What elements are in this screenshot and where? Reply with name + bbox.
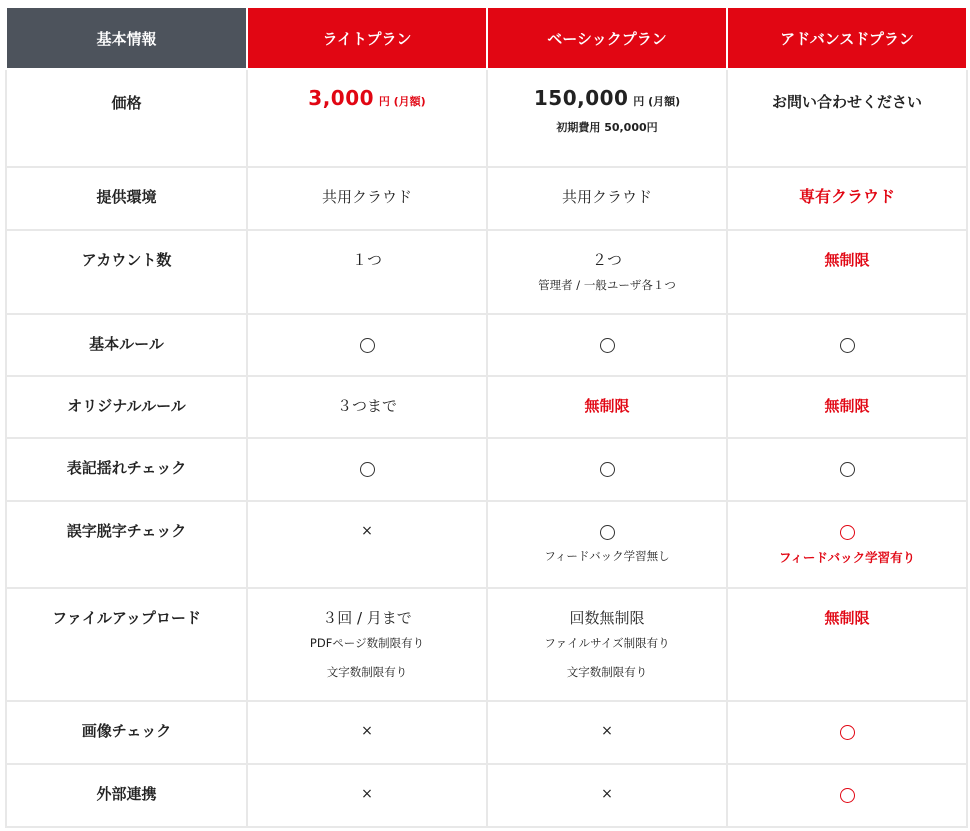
external-lite: × bbox=[361, 786, 373, 802]
typo-lite: × bbox=[361, 523, 373, 539]
typo-advanced bbox=[728, 502, 966, 542]
price-advanced: お問い合わせください bbox=[771, 93, 922, 111]
row-label-basic-rule: 基本ルール bbox=[89, 335, 164, 353]
plan-comparison-table bbox=[5, 6, 968, 828]
header-basic-plan: ベーシックプラン bbox=[487, 7, 727, 69]
circle-icon bbox=[600, 525, 615, 540]
row-label-env: 提供環境 bbox=[96, 188, 157, 206]
row-label-image: 画像チェック bbox=[81, 722, 172, 740]
price-basic-unit: 円 (月額) bbox=[633, 95, 681, 108]
accounts-basic-note: 管理者 / 一般ユーザ各１つ bbox=[538, 278, 676, 292]
circle-icon bbox=[600, 338, 615, 353]
circle-icon bbox=[840, 725, 855, 740]
original-rule-advanced: 無制限 bbox=[824, 397, 870, 415]
circle-icon bbox=[600, 462, 615, 477]
row-label-accounts: アカウント数 bbox=[81, 251, 172, 269]
price-lite-amount: 3,000 bbox=[308, 86, 375, 110]
row-label-external: 外部連携 bbox=[96, 785, 157, 803]
circle-icon bbox=[840, 788, 855, 803]
table-row-price bbox=[6, 69, 967, 167]
typo-advanced-note: フィードバック学習有り bbox=[778, 550, 916, 565]
image-lite: × bbox=[361, 723, 373, 739]
row-label-original-rule: オリジナルルール bbox=[67, 397, 186, 415]
external-advanced bbox=[728, 765, 966, 805]
table-row-original-rule bbox=[6, 376, 967, 438]
table-row-basic-rule bbox=[6, 314, 967, 376]
header-row bbox=[6, 7, 967, 69]
accounts-lite: １つ bbox=[351, 251, 382, 269]
header-advanced-plan: アドバンスドプラン bbox=[727, 7, 967, 69]
external-basic: × bbox=[601, 786, 613, 802]
header-lite-plan: ライトプラン bbox=[247, 7, 487, 69]
circle-icon bbox=[840, 462, 855, 477]
row-label-typo: 誤字脱字チェック bbox=[66, 522, 187, 540]
circle-icon bbox=[840, 525, 855, 540]
price-lite-unit: 円 (月額) bbox=[378, 95, 426, 108]
upload-basic-note-1: ファイルサイズ制限有り bbox=[544, 636, 670, 650]
circle-icon bbox=[360, 462, 375, 477]
image-advanced bbox=[728, 702, 966, 742]
typo-basic-note: フィードバック学習無し bbox=[544, 549, 670, 563]
upload-lite-note-1: PDFページ数制限有り bbox=[309, 636, 425, 650]
row-label-price: 価格 bbox=[111, 94, 142, 112]
price-basic bbox=[488, 70, 726, 113]
accounts-basic: ２つ bbox=[591, 251, 622, 269]
upload-lite-note-2: 文字数制限有り bbox=[326, 665, 408, 679]
original-rule-basic: 無制限 bbox=[584, 397, 630, 415]
table-row-external bbox=[6, 764, 967, 827]
table-row-accounts bbox=[6, 230, 967, 314]
accounts-advanced: 無制限 bbox=[824, 251, 870, 269]
row-label-variation: 表記揺れチェック bbox=[66, 459, 187, 477]
basic-rule-advanced bbox=[728, 315, 966, 355]
table-row-env bbox=[6, 167, 967, 230]
table-row-image bbox=[6, 701, 967, 764]
basic-rule-lite bbox=[248, 315, 486, 355]
table-row-variation bbox=[6, 438, 967, 501]
circle-icon bbox=[360, 338, 375, 353]
upload-basic-note-2: 文字数制限有り bbox=[566, 665, 648, 679]
basic-rule-basic bbox=[488, 315, 726, 355]
variation-advanced bbox=[728, 439, 966, 479]
circle-icon bbox=[840, 338, 855, 353]
table-row-typo bbox=[6, 501, 967, 588]
row-label-upload: ファイルアップロード bbox=[52, 609, 201, 627]
header-basic-info: 基本情報 bbox=[6, 7, 247, 69]
env-basic: 共用クラウド bbox=[561, 188, 652, 206]
table-row-upload bbox=[6, 588, 967, 701]
upload-basic: 回数無制限 bbox=[569, 609, 645, 627]
variation-lite bbox=[248, 439, 486, 479]
price-lite bbox=[248, 70, 486, 113]
typo-basic bbox=[488, 502, 726, 542]
price-basic-amount: 150,000 bbox=[533, 86, 629, 110]
price-basic-initial-fee: 初期費用 50,000円 bbox=[556, 121, 658, 134]
upload-advanced: 無制限 bbox=[824, 609, 870, 627]
variation-basic bbox=[488, 439, 726, 479]
upload-lite: ３回 / 月まで bbox=[322, 609, 412, 627]
image-basic: × bbox=[601, 723, 613, 739]
original-rule-lite: ３つまで bbox=[336, 397, 397, 415]
env-advanced: 専有クラウド bbox=[798, 187, 895, 206]
env-lite: 共用クラウド bbox=[321, 188, 412, 206]
